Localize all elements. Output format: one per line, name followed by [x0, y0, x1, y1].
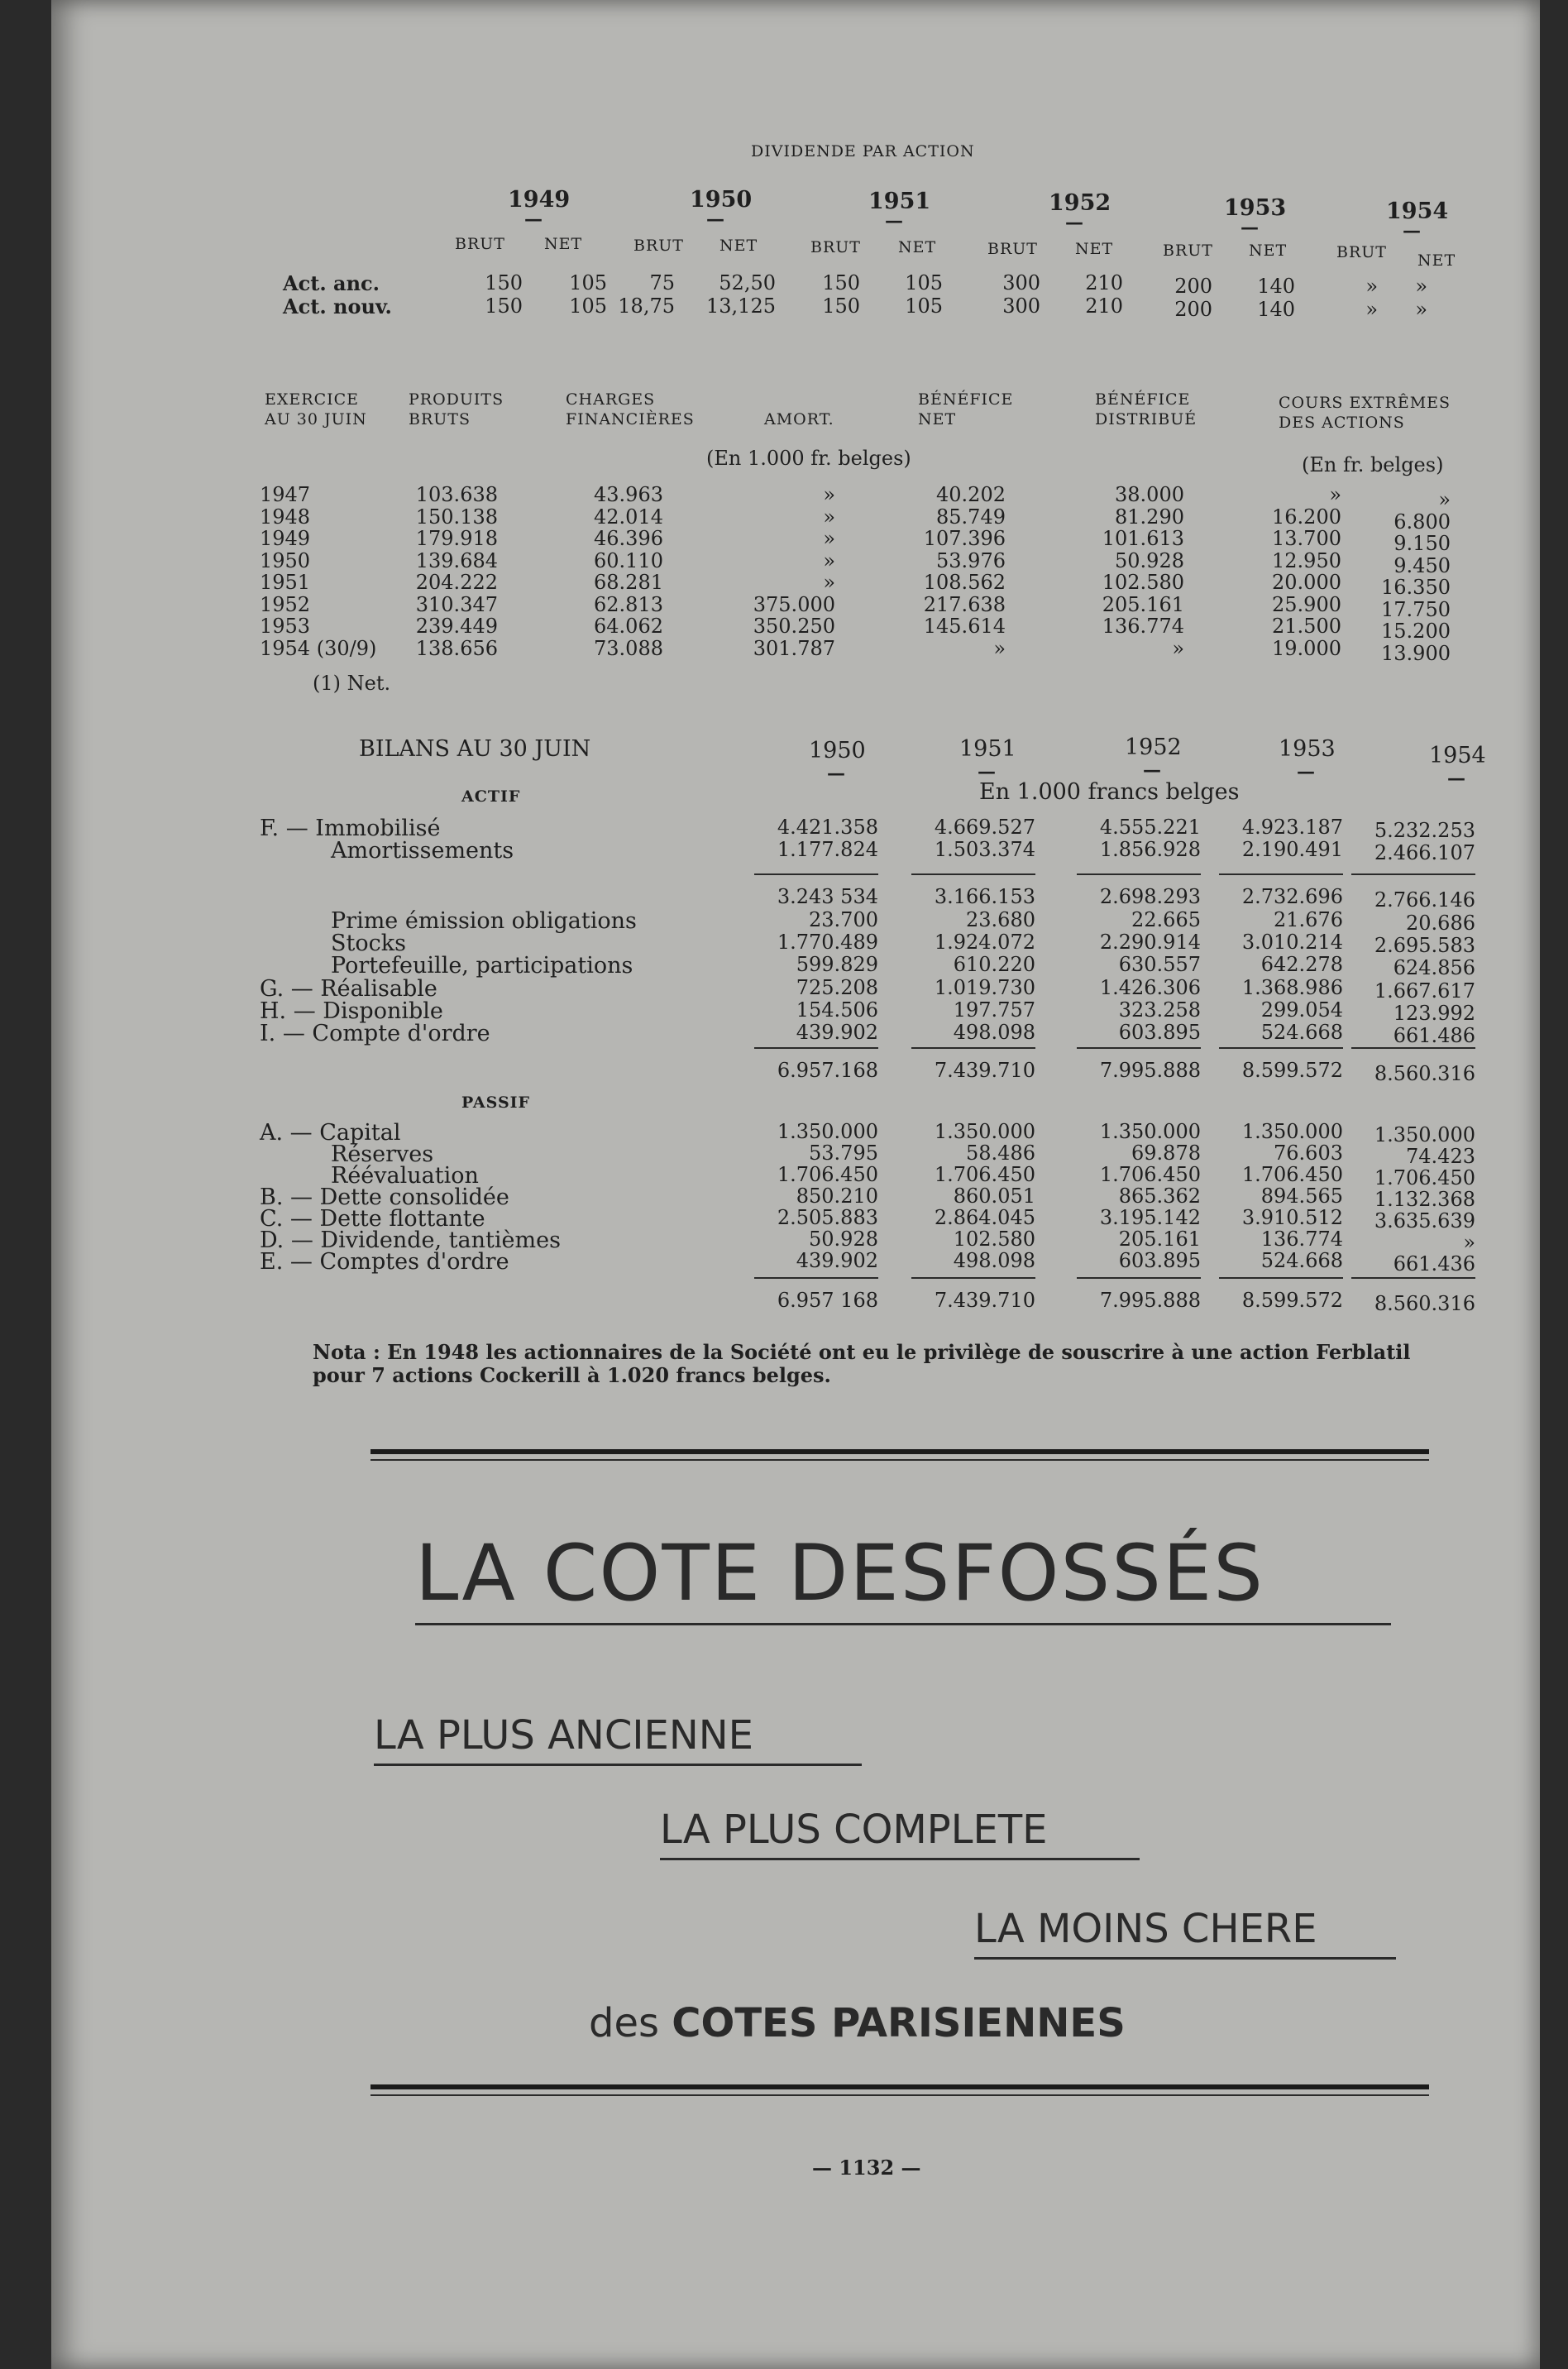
- ad-line4: [589, 2000, 1126, 2046]
- passif-cell: 1.706.450: [934, 1163, 1035, 1186]
- actif-total-rule: [1219, 1047, 1343, 1049]
- actif-cell: 1.177.824: [777, 838, 878, 861]
- actif-row-label: H. — Disponible: [260, 998, 443, 1024]
- ad-line4-prefix: des: [589, 2000, 660, 2046]
- nota-line1: [313, 1340, 1411, 1364]
- actif-cell: 1.426.306: [1099, 976, 1201, 999]
- actif-cell: 3.010.214: [1241, 931, 1343, 954]
- passif-cell: 69.878: [1131, 1141, 1201, 1165]
- results-cell-amort: 301.787: [753, 636, 835, 660]
- dividend-sub-net: NET: [1249, 242, 1288, 260]
- results-cell-dist: »: [1172, 636, 1184, 660]
- bilans-unit: En 1.000 francs belges: [979, 779, 1240, 805]
- actif-row-label: G. — Réalisable: [260, 976, 437, 1002]
- dividend-row-label: Act. nouv.: [283, 294, 392, 318]
- dividend-cell: 150: [485, 294, 523, 318]
- actif-cell: 599.829: [796, 953, 878, 976]
- ad-line2-underline: [660, 1858, 1140, 1860]
- passif-cell: 860.051: [953, 1184, 1035, 1208]
- dividend-year-dash: —: [1241, 217, 1259, 238]
- results-cell-net: 145.614: [923, 615, 1006, 638]
- dividend-sub-brut: BRUT: [633, 237, 684, 255]
- ad-line2: LA PLUS COMPLETE: [660, 1807, 1048, 1853]
- passif-row-label: A. — Capital: [260, 1120, 401, 1146]
- results-cell-amort: »: [823, 483, 835, 506]
- results-year: 1947: [260, 483, 311, 506]
- actif-cell: 610.220: [953, 953, 1035, 976]
- nota-label: Nota :: [313, 1340, 380, 1364]
- header-cours: COURS EXTRÊMES: [1279, 394, 1451, 412]
- dividend-title: DIVIDENDE PAR ACTION: [751, 142, 975, 160]
- results-cell-hi: 13.700: [1272, 527, 1341, 550]
- bilans-year: 1952: [1125, 735, 1182, 760]
- actif-cell: 2.695.583: [1374, 934, 1475, 957]
- actif-subtotal-rule: [911, 873, 1035, 875]
- results-cell-produits: 310.347: [415, 592, 498, 616]
- bilans-year-dash: —: [1143, 759, 1161, 781]
- ad-title: LA COTE DESFOSSÉS: [415, 1529, 1264, 1619]
- results-footnote: (1) Net.: [313, 672, 391, 695]
- passif-cell: 524.668: [1260, 1249, 1343, 1272]
- passif-total-rule: [1219, 1277, 1343, 1279]
- actif-cell: 2.698.293: [1099, 885, 1201, 908]
- results-cell-net: 85.749: [936, 505, 1006, 529]
- passif-cell: 3.635.639: [1374, 1209, 1475, 1232]
- results-cell-net: 108.562: [923, 571, 1006, 594]
- dividend-year-dash: —: [885, 210, 903, 232]
- dividend-cell: 210: [1085, 294, 1123, 318]
- passif-cell: 136.774: [1260, 1228, 1343, 1251]
- actif-cell: 642.278: [1260, 953, 1343, 976]
- actif-cell: 624.856: [1393, 956, 1475, 979]
- dividend-cell: 200: [1174, 298, 1212, 321]
- results-year: 1954 (30/9): [260, 636, 377, 660]
- dividend-year: 1951: [868, 189, 931, 214]
- results-cell-produits: 239.449: [415, 615, 498, 638]
- actif-cell: 1.019.730: [934, 976, 1035, 999]
- passif-total-rule: [911, 1277, 1035, 1279]
- header-benefice-distribue: BÉNÉFICE: [1095, 390, 1191, 409]
- passif-row-label: B. — Dette consolidée: [260, 1184, 509, 1210]
- dividend-cell: 300: [1002, 294, 1040, 318]
- results-cell-net: 40.202: [936, 483, 1006, 506]
- actif-subtotal-rule: [1219, 873, 1343, 875]
- bilans-year: 1953: [1279, 736, 1336, 762]
- results-cell-produits: 138.656: [415, 636, 498, 660]
- nota-text-1: En 1948 les actionnaires de la Société ont eu le privilège de souscrire à une action Ferblatil: [387, 1340, 1411, 1364]
- results-unit-left: (En 1.000 fr. belges): [706, 447, 911, 470]
- dividend-cell: 52,50: [719, 271, 776, 294]
- results-cell-hi: 20.000: [1272, 571, 1341, 594]
- dividend-cell: 140: [1257, 298, 1295, 321]
- actif-row-label: Prime émission obligations: [331, 908, 637, 934]
- header-cours: DES ACTIONS: [1279, 414, 1405, 432]
- passif-total-rule: [1351, 1277, 1475, 1279]
- results-cell-dist: 81.290: [1115, 505, 1184, 529]
- results-cell-produits: 179.918: [415, 527, 498, 550]
- results-cell-hi: »: [1329, 483, 1341, 506]
- ad-top-rule-thin: [370, 1459, 1429, 1461]
- passif-cell: 1.706.450: [1241, 1163, 1343, 1186]
- dividend-cell: »: [1365, 275, 1378, 298]
- dividend-year-dash: —: [1065, 212, 1083, 233]
- actif-cell: 2.466.107: [1374, 841, 1475, 864]
- actif-cell: 20.686: [1406, 912, 1475, 935]
- results-cell-hi: 12.950: [1272, 548, 1341, 572]
- header-charges: FINANCIÈRES: [566, 410, 695, 428]
- dividend-cell: 105: [905, 294, 943, 318]
- passif-total: 8.560.316: [1374, 1292, 1475, 1315]
- dividend-cell: 200: [1174, 275, 1212, 298]
- results-year: 1953: [260, 615, 311, 638]
- actif-cell: 1.770.489: [777, 931, 878, 954]
- bilans-year: 1950: [809, 738, 866, 763]
- ad-line4-bold: COTES PARISIENNES: [672, 2000, 1126, 2046]
- nota-line2: pour 7 actions Cockerill à 1.020 francs belges.: [313, 1363, 831, 1387]
- actif-cell: 4.669.527: [934, 816, 1035, 839]
- dividend-cell: 150: [822, 294, 860, 318]
- actif-label: ACTIF: [461, 787, 521, 806]
- actif-row-label: I. — Compte d'ordre: [260, 1021, 490, 1046]
- actif-subtotal-rule: [1077, 873, 1201, 875]
- page: [51, 0, 1540, 2369]
- actif-cell: 323.258: [1118, 998, 1201, 1022]
- passif-row-label: E. — Comptes d'ordre: [260, 1249, 509, 1275]
- actif-cell: 2.290.914: [1099, 931, 1201, 954]
- dividend-sub-brut: BRUT: [987, 240, 1038, 258]
- actif-row-label: Portefeuille, participations: [331, 953, 633, 979]
- results-cell-net: 217.638: [923, 592, 1006, 616]
- ad-top-rule: [370, 1449, 1429, 1454]
- actif-cell: 2.190.491: [1241, 838, 1343, 861]
- results-cell-dist: 136.774: [1102, 615, 1184, 638]
- bilans-year-dash: —: [1447, 768, 1465, 789]
- actif-cell: 3.166.153: [934, 885, 1035, 908]
- passif-cell: 603.895: [1118, 1249, 1201, 1272]
- actif-total: 6.957.168: [777, 1059, 878, 1082]
- results-cell-net: »: [993, 636, 1006, 660]
- actif-total: 8.599.572: [1241, 1059, 1343, 1082]
- dividend-sub-net: NET: [1417, 251, 1456, 270]
- dividend-sub-brut: BRUT: [1163, 242, 1213, 260]
- dividend-sub-net: NET: [544, 235, 583, 253]
- results-cell-charges: 62.813: [594, 592, 663, 616]
- results-cell-lo: 15.200: [1381, 620, 1451, 643]
- results-cell-charges: 43.963: [594, 483, 663, 506]
- actif-cell: 1.924.072: [934, 931, 1035, 954]
- results-cell-dist: 50.928: [1115, 548, 1184, 572]
- ad-line3: LA MOINS CHERE: [974, 1906, 1317, 1952]
- results-cell-lo: 17.750: [1381, 597, 1451, 621]
- results-unit-right: (En fr. belges): [1302, 453, 1444, 476]
- passif-cell: 2.505.883: [777, 1206, 878, 1229]
- actif-row-label: Stocks: [331, 931, 406, 956]
- actif-cell: 498.098: [953, 1021, 1035, 1044]
- actif-cell: 2.766.146: [1374, 888, 1475, 912]
- dividend-year: 1950: [690, 187, 753, 213]
- bilans-year-dash: —: [978, 761, 996, 782]
- actif-cell: 661.486: [1393, 1024, 1475, 1047]
- actif-cell: 603.895: [1118, 1021, 1201, 1044]
- actif-cell: 5.232.253: [1374, 819, 1475, 842]
- actif-cell: 630.557: [1118, 953, 1201, 976]
- results-cell-lo: 6.800: [1394, 510, 1451, 534]
- header-benefice-net: BÉNÉFICE: [918, 390, 1014, 409]
- results-cell-lo: »: [1438, 488, 1451, 511]
- actif-cell: 2.732.696: [1241, 885, 1343, 908]
- passif-cell: 50.928: [809, 1228, 878, 1251]
- ad-bottom-rule: [370, 2084, 1429, 2089]
- header-produits: BRUTS: [409, 410, 471, 428]
- dividend-cell: 18,75: [618, 294, 675, 318]
- dividend-year-dash: —: [524, 208, 543, 230]
- passif-cell: 1.350.000: [1099, 1120, 1201, 1143]
- passif-row-label: C. — Dette flottante: [260, 1206, 485, 1232]
- results-cell-amort: »: [823, 505, 835, 529]
- actif-total-rule: [754, 1047, 878, 1049]
- actif-cell: 123.992: [1393, 1002, 1475, 1025]
- actif-cell: 23.680: [966, 908, 1035, 931]
- dividend-year-dash: —: [1403, 220, 1421, 242]
- results-cell-hi: 21.500: [1272, 615, 1341, 638]
- passif-cell: 76.603: [1274, 1141, 1343, 1165]
- results-cell-amort: »: [823, 548, 835, 572]
- header-benefice-net: NET: [918, 410, 957, 428]
- results-cell-produits: 204.222: [415, 571, 498, 594]
- passif-cell: 865.362: [1118, 1184, 1201, 1208]
- results-cell-produits: 103.638: [415, 483, 498, 506]
- passif-cell: 894.565: [1260, 1184, 1343, 1208]
- passif-total: 6.957 168: [777, 1289, 878, 1312]
- passif-label: PASSIF: [461, 1094, 531, 1112]
- dividend-sub-net: NET: [898, 238, 937, 256]
- results-cell-charges: 68.281: [594, 571, 663, 594]
- dividend-cell: »: [1415, 298, 1427, 321]
- actif-cell: 23.700: [809, 908, 878, 931]
- actif-cell: 1.856.928: [1099, 838, 1201, 861]
- actif-cell: 4.923.187: [1241, 816, 1343, 839]
- results-cell-charges: 64.062: [594, 615, 663, 638]
- dividend-year: 1952: [1049, 190, 1111, 216]
- actif-total-rule: [911, 1047, 1035, 1049]
- dividend-sub-net: NET: [719, 237, 758, 255]
- results-cell-lo: 9.150: [1394, 532, 1451, 555]
- actif-cell: 4.555.221: [1099, 816, 1201, 839]
- bilans-year: 1951: [959, 736, 1016, 762]
- header-amort: AMORT.: [764, 410, 834, 428]
- results-cell-dist: 101.613: [1102, 527, 1184, 550]
- dividend-year: 1953: [1224, 195, 1287, 221]
- results-year: 1948: [260, 505, 311, 529]
- actif-total-rule: [1351, 1047, 1475, 1049]
- bilans-year-dash: —: [827, 763, 845, 784]
- dividend-cell: 150: [822, 271, 860, 294]
- dividend-row-label: Act. anc.: [283, 271, 380, 295]
- results-cell-amort: 350.250: [753, 615, 835, 638]
- header-charges: CHARGES: [566, 390, 656, 409]
- passif-row-label: D. — Dividende, tantièmes: [260, 1228, 561, 1253]
- passif-cell: »: [1463, 1231, 1475, 1254]
- results-cell-charges: 46.396: [594, 527, 663, 550]
- passif-cell: 498.098: [953, 1249, 1035, 1272]
- results-cell-hi: 16.200: [1272, 505, 1341, 529]
- dividend-cell: 300: [1002, 271, 1040, 294]
- passif-cell: 1.350.000: [1374, 1123, 1475, 1146]
- actif-cell: 22.665: [1131, 908, 1201, 931]
- actif-cell: 197.757: [953, 998, 1035, 1022]
- passif-cell: 205.161: [1118, 1228, 1201, 1251]
- bilans-year-dash: —: [1297, 761, 1315, 782]
- results-year: 1951: [260, 571, 311, 594]
- results-cell-dist: 102.580: [1102, 571, 1184, 594]
- ad-line3-underline: [974, 1957, 1396, 1960]
- passif-cell: 439.902: [796, 1249, 878, 1272]
- ad-title-underline: [415, 1623, 1391, 1625]
- dividend-year: 1954: [1386, 199, 1449, 224]
- results-cell-net: 107.396: [923, 527, 1006, 550]
- results-cell-lo: 13.900: [1381, 641, 1451, 665]
- dividend-sub-brut: BRUT: [810, 238, 861, 256]
- passif-cell: 1.350.000: [1241, 1120, 1343, 1143]
- passif-cell: 3.910.512: [1241, 1206, 1343, 1229]
- dividend-sub-brut: BRUT: [1336, 243, 1387, 261]
- dividend-cell: 150: [485, 271, 523, 294]
- ad-line1-underline: [374, 1764, 862, 1766]
- passif-total-rule: [1077, 1277, 1201, 1279]
- passif-row-label: Réévaluation: [331, 1163, 479, 1189]
- bilans-year: 1954: [1429, 743, 1486, 768]
- actif-cell: 3.243 534: [777, 885, 878, 908]
- dividend-sub-net: NET: [1075, 240, 1114, 258]
- ad-line1: LA PLUS ANCIENNE: [374, 1712, 753, 1759]
- dividend-cell: 105: [569, 271, 607, 294]
- header-benefice-distribue: DISTRIBUÉ: [1095, 410, 1198, 428]
- actif-total: 7.995.888: [1099, 1059, 1201, 1082]
- dividend-cell: »: [1365, 298, 1378, 321]
- passif-cell: 661.436: [1393, 1252, 1475, 1275]
- dividend-cell: 75: [649, 271, 675, 294]
- dividend-sub-brut: BRUT: [455, 235, 505, 253]
- results-cell-amort: 375.000: [753, 592, 835, 616]
- passif-row-label: Réserves: [331, 1141, 434, 1167]
- dividend-year-dash: —: [706, 208, 724, 230]
- results-cell-lo: 9.450: [1394, 553, 1451, 577]
- passif-cell: 850.210: [796, 1184, 878, 1208]
- header-exercice: EXERCICE: [265, 390, 360, 409]
- results-cell-amort: »: [823, 527, 835, 550]
- passif-cell: 1.706.450: [1374, 1166, 1475, 1189]
- actif-cell: 725.208: [796, 976, 878, 999]
- results-cell-hi: 25.900: [1272, 592, 1341, 616]
- passif-total: 7.439.710: [934, 1289, 1035, 1312]
- dividend-cell: 105: [569, 294, 607, 318]
- passif-cell: 102.580: [953, 1228, 1035, 1251]
- actif-row-label: Amortissements: [331, 838, 514, 864]
- passif-total: 8.599.572: [1241, 1289, 1343, 1312]
- results-cell-charges: 42.014: [594, 505, 663, 529]
- header-produits: PRODUITS: [409, 390, 504, 409]
- dividend-cell: »: [1415, 275, 1427, 298]
- actif-cell: 4.421.358: [777, 816, 878, 839]
- actif-cell: 439.902: [796, 1021, 878, 1044]
- page-number: — 1132 —: [812, 2156, 921, 2180]
- results-year: 1950: [260, 548, 311, 572]
- ad-bottom-rule-thin: [370, 2094, 1429, 2096]
- results-cell-amort: »: [823, 571, 835, 594]
- passif-cell: 53.795: [809, 1141, 878, 1165]
- header-exercice: AU 30 JUIN: [265, 410, 367, 428]
- results-cell-produits: 150.138: [415, 505, 498, 529]
- passif-cell: 1.706.450: [1099, 1163, 1201, 1186]
- dividend-cell: 210: [1085, 271, 1123, 294]
- results-cell-produits: 139.684: [415, 548, 498, 572]
- passif-cell: 1.350.000: [777, 1120, 878, 1143]
- actif-cell: 1.667.617: [1374, 979, 1475, 1003]
- actif-total-rule: [1077, 1047, 1201, 1049]
- actif-subtotal-rule: [1351, 873, 1475, 875]
- dividend-cell: 105: [905, 271, 943, 294]
- passif-cell: 1.350.000: [934, 1120, 1035, 1143]
- results-cell-dist: 205.161: [1102, 592, 1184, 616]
- passif-total: 7.995.888: [1099, 1289, 1201, 1312]
- passif-cell: 3.195.142: [1099, 1206, 1201, 1229]
- actif-cell: 21.676: [1274, 908, 1343, 931]
- actif-cell: 154.506: [796, 998, 878, 1022]
- passif-cell: 58.486: [966, 1141, 1035, 1165]
- results-cell-lo: 16.350: [1381, 576, 1451, 599]
- results-year: 1952: [260, 592, 311, 616]
- dividend-year: 1949: [508, 187, 571, 213]
- results-cell-hi: 19.000: [1272, 636, 1341, 660]
- dividend-cell: 13,125: [706, 294, 776, 318]
- results-cell-net: 53.976: [936, 548, 1006, 572]
- actif-cell: 299.054: [1260, 998, 1343, 1022]
- passif-total-rule: [754, 1277, 878, 1279]
- dividend-cell: 140: [1257, 275, 1295, 298]
- passif-cell: 1.132.368: [1374, 1188, 1475, 1211]
- actif-cell: 1.503.374: [934, 838, 1035, 861]
- results-year: 1949: [260, 527, 311, 550]
- actif-total: 7.439.710: [934, 1059, 1035, 1082]
- passif-cell: 1.706.450: [777, 1163, 878, 1186]
- results-cell-charges: 73.088: [594, 636, 663, 660]
- actif-cell: 524.668: [1260, 1021, 1343, 1044]
- results-cell-dist: 38.000: [1115, 483, 1184, 506]
- actif-cell: 1.368.986: [1241, 976, 1343, 999]
- bilans-title: BILANS AU 30 JUIN: [359, 736, 591, 762]
- passif-cell: 74.423: [1406, 1145, 1475, 1168]
- actif-subtotal-rule: [754, 873, 878, 875]
- actif-total: 8.560.316: [1374, 1062, 1475, 1085]
- results-cell-charges: 60.110: [594, 548, 663, 572]
- passif-cell: 2.864.045: [934, 1206, 1035, 1229]
- actif-row-label: F. — Immobilisé: [260, 816, 441, 841]
